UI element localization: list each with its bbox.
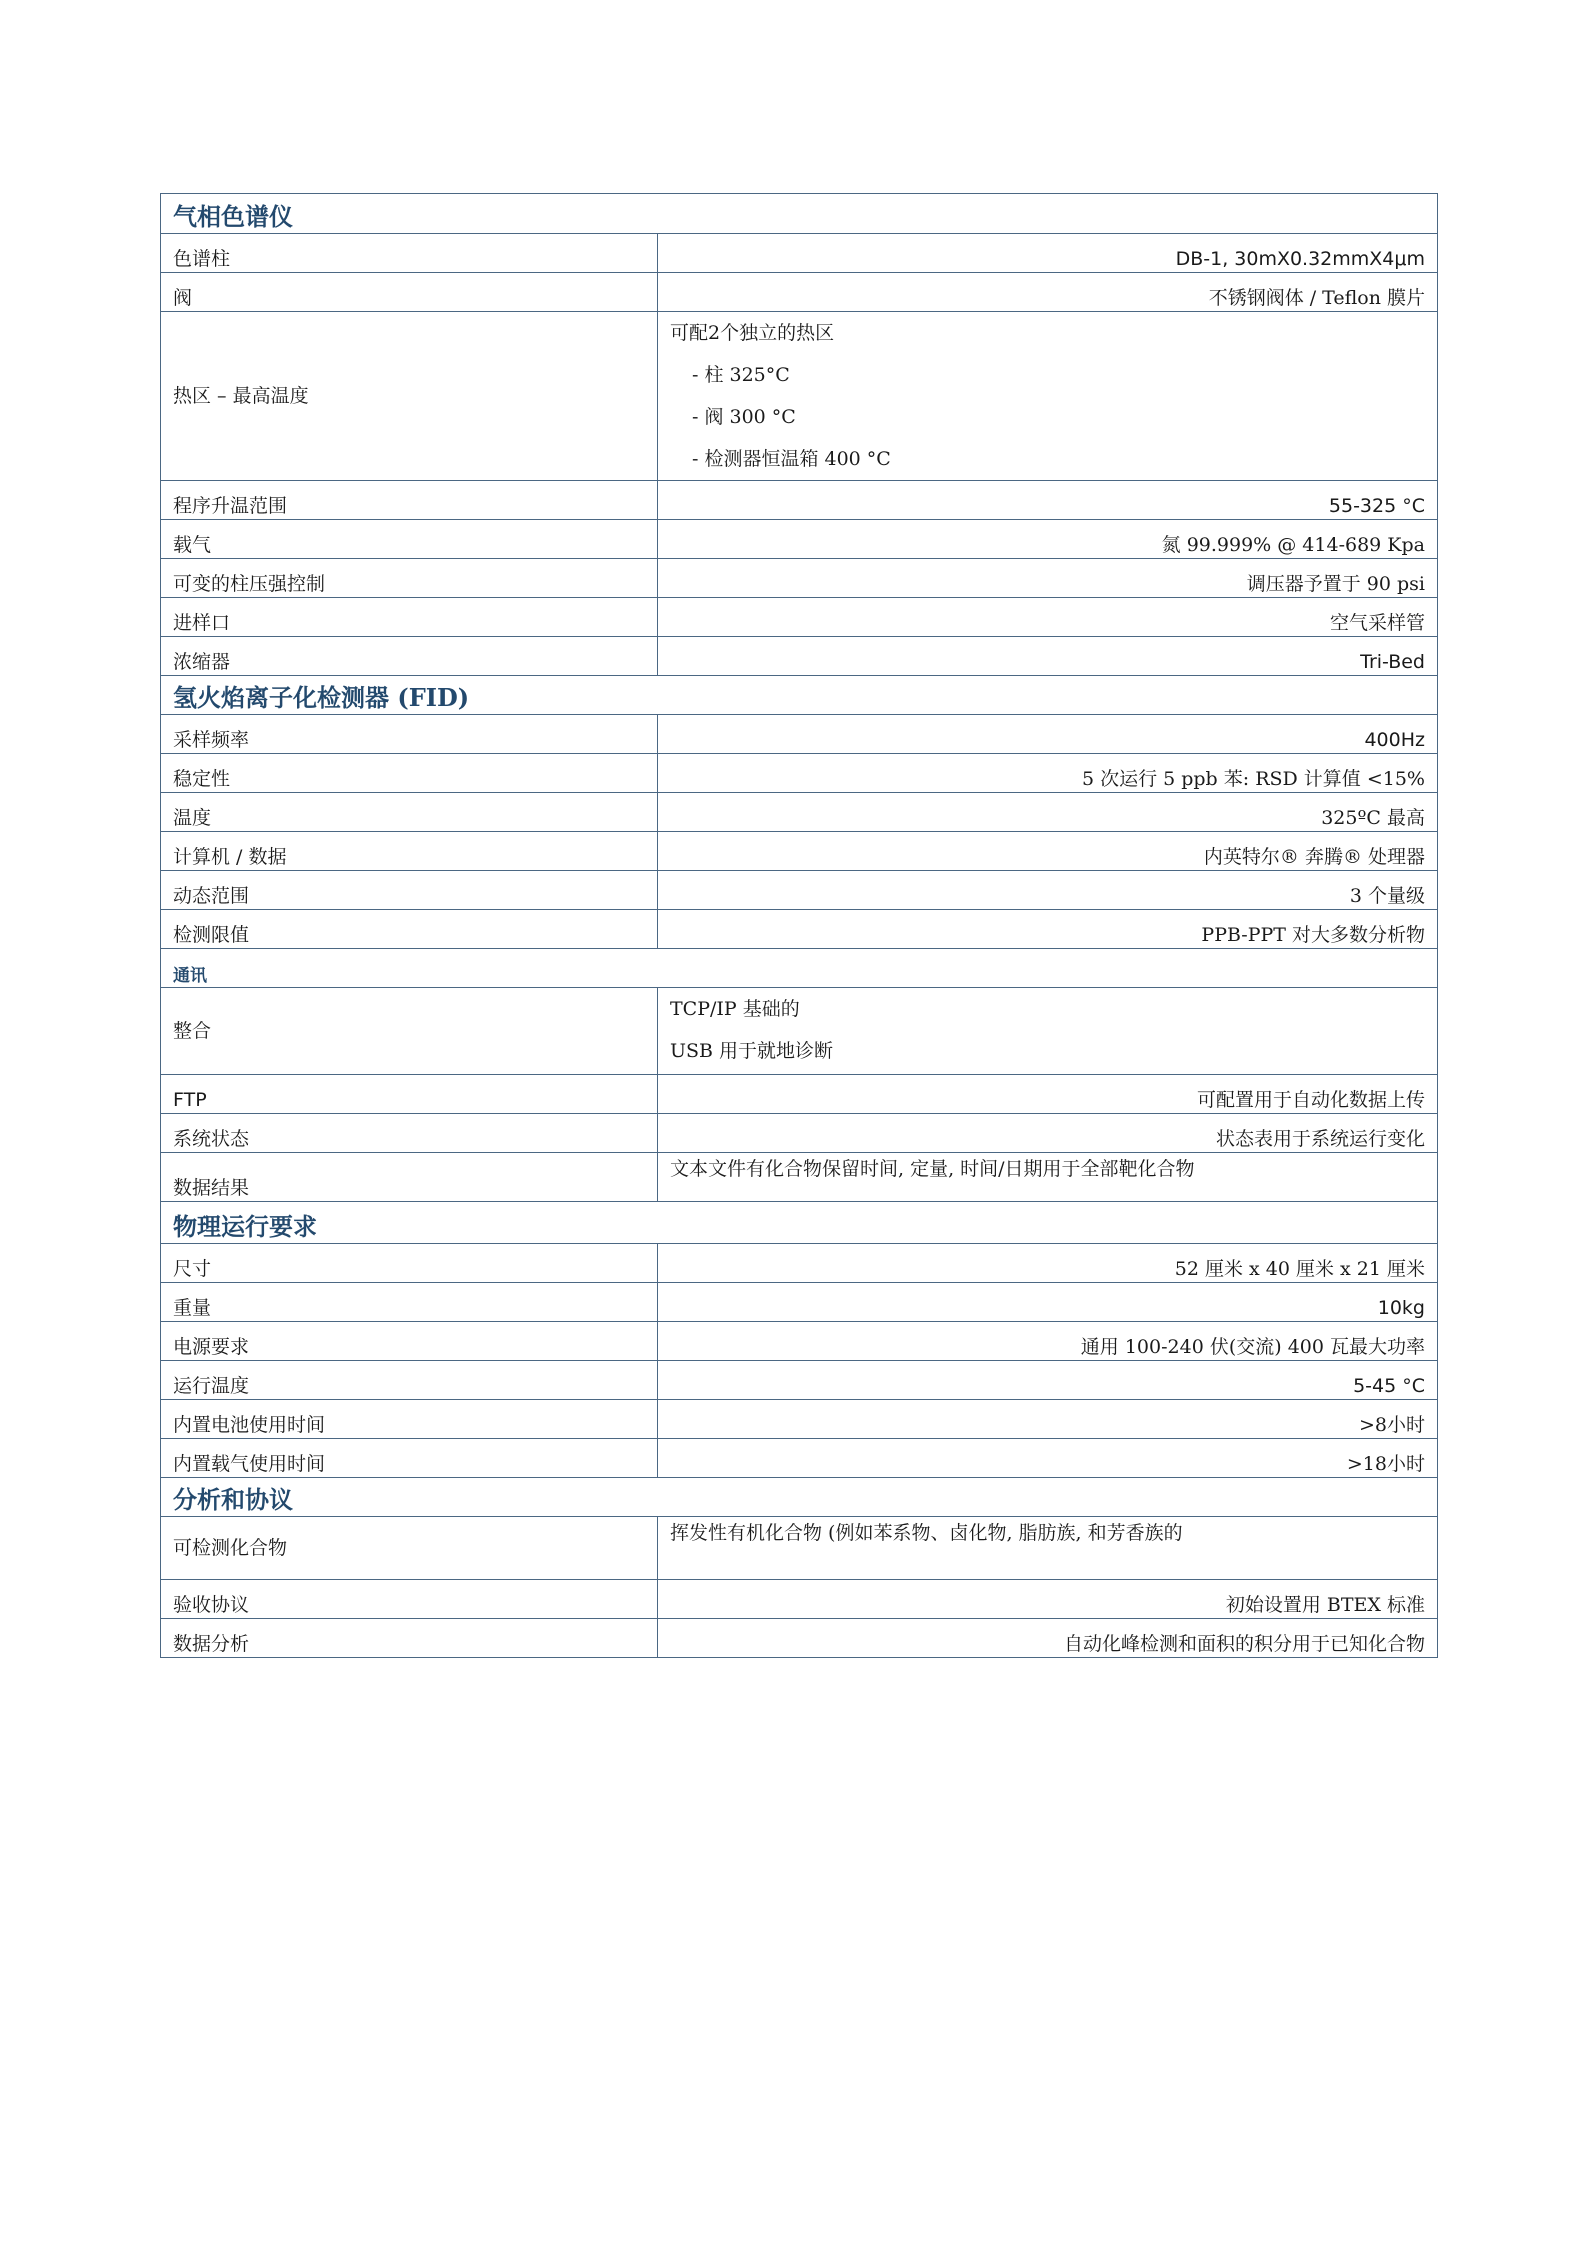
section-header xyxy=(160,949,1438,988)
table-row xyxy=(160,1400,1438,1439)
table-row xyxy=(160,273,1438,312)
row-value: 自动化峰检测和面积的积分用于已知化合物 xyxy=(1063,1633,1425,1656)
row-label: 温度 xyxy=(161,793,658,831)
row-label: 程序升温范围 xyxy=(161,481,658,519)
row-value: 通用 100-240 伏(交流) 400 瓦最大功率 xyxy=(1080,1336,1425,1359)
table-row xyxy=(160,1580,1438,1619)
row-value: 挥发性有机化合物 (例如苯系物、卤化物, 脂肪族, 和芳香族的 xyxy=(670,1522,1183,1544)
table-row xyxy=(160,481,1438,520)
row-label: 热区 – 最高温度 xyxy=(161,312,658,480)
value-line: TCP/IP 基础的 xyxy=(670,997,800,1020)
row-value: 400Hz xyxy=(1364,729,1425,752)
row-label: 运行温度 xyxy=(161,1361,658,1399)
spec-table xyxy=(160,193,1438,1658)
table-row xyxy=(160,559,1438,598)
row-value: >18小时 xyxy=(1346,1453,1425,1476)
row-label: 内置载气使用时间 xyxy=(161,1439,658,1477)
section-title: 气相色谱仪 xyxy=(173,202,293,231)
table-row xyxy=(160,715,1438,754)
row-value: PPB-PPT 对大多数分析物 xyxy=(1201,924,1425,947)
section-header xyxy=(160,1202,1438,1244)
table-row xyxy=(160,1439,1438,1478)
value-line: - 阀 300 °C xyxy=(692,405,796,428)
row-value: 状态表用于系统运行变化 xyxy=(1215,1128,1425,1151)
table-row xyxy=(160,1114,1438,1153)
table-row xyxy=(160,1244,1438,1283)
row-label: 动态范围 xyxy=(161,871,658,909)
row-value: 3 个量级 xyxy=(1349,885,1425,908)
table-row xyxy=(160,1361,1438,1400)
table-row xyxy=(160,1153,1438,1202)
table-row xyxy=(160,754,1438,793)
row-value: 10kg xyxy=(1377,1297,1425,1320)
table-row xyxy=(160,871,1438,910)
row-label: 浓缩器 xyxy=(161,637,658,675)
table-row xyxy=(160,832,1438,871)
row-value xyxy=(658,312,1437,480)
row-value: >8小时 xyxy=(1358,1414,1425,1437)
row-label: 色谱柱 xyxy=(161,234,658,272)
table-row xyxy=(160,520,1438,559)
row-label: 验收协议 xyxy=(161,1580,658,1618)
table-row xyxy=(160,1619,1438,1658)
table-row xyxy=(160,234,1438,273)
row-label: 内置电池使用时间 xyxy=(161,1400,658,1438)
row-value: 325ºC 最高 xyxy=(1321,807,1425,830)
row-value: 5-45 °C xyxy=(1353,1375,1425,1398)
table-row xyxy=(160,637,1438,676)
section-header xyxy=(160,1478,1438,1517)
row-label: 采样频率 xyxy=(161,715,658,753)
row-value: 可配置用于自动化数据上传 xyxy=(1196,1089,1425,1112)
row-label: 计算机 / 数据 xyxy=(161,832,658,870)
section-title: 通讯 xyxy=(173,966,207,986)
row-value: DB-1, 30mX0.32mmX4μm xyxy=(1175,248,1425,271)
row-value: 初始设置用 BTEX 标准 xyxy=(1225,1594,1425,1617)
row-label: 可变的柱压强控制 xyxy=(161,559,658,597)
row-value: 文本文件有化合物保留时间, 定量, 时间/日期用于全部靶化合物 xyxy=(670,1158,1195,1180)
value-line: - 检测器恒温箱 400 °C xyxy=(692,447,891,470)
row-label: 检测限值 xyxy=(161,910,658,948)
row-label: FTP xyxy=(161,1075,658,1113)
table-row xyxy=(160,988,1438,1075)
value-line: - 柱 325°C xyxy=(692,363,790,386)
row-label: 尺寸 xyxy=(161,1244,658,1282)
row-label: 稳定性 xyxy=(161,754,658,792)
section-title: 物理运行要求 xyxy=(173,1212,317,1241)
row-value: 氮 99.999% @ 414-689 Kpa xyxy=(1161,534,1425,557)
section-title: 氢火焰离子化检测器 (FID) xyxy=(173,683,470,712)
row-value: 52 厘米 x 40 厘米 x 21 厘米 xyxy=(1174,1258,1425,1281)
row-value: 内英特尔® 奔腾® 处理器 xyxy=(1203,846,1425,869)
table-row xyxy=(160,910,1438,949)
row-label: 电源要求 xyxy=(161,1322,658,1360)
table-row xyxy=(160,312,1438,481)
row-label: 重量 xyxy=(161,1283,658,1321)
row-label: 阀 xyxy=(161,273,658,311)
row-value: 调压器予置于 90 psi xyxy=(1246,573,1425,596)
table-row xyxy=(160,1075,1438,1114)
row-value: 5 次运行 5 ppb 苯: RSD 计算值 <15% xyxy=(1081,768,1425,791)
table-row xyxy=(160,1322,1438,1361)
section-header xyxy=(160,676,1438,715)
table-row xyxy=(160,598,1438,637)
section-header xyxy=(160,193,1438,234)
row-value: Tri-Bed xyxy=(1360,651,1425,674)
value-line: USB 用于就地诊断 xyxy=(670,1039,834,1062)
row-value: 空气采样管 xyxy=(1329,612,1425,635)
row-value: 55-325 °C xyxy=(1328,495,1425,518)
row-label: 整合 xyxy=(161,988,658,1074)
row-label: 可检测化合物 xyxy=(161,1517,658,1579)
row-label: 载气 xyxy=(161,520,658,558)
row-label: 数据结果 xyxy=(161,1153,658,1201)
row-value xyxy=(658,988,1437,1074)
table-row xyxy=(160,1283,1438,1322)
table-row xyxy=(160,793,1438,832)
table-row xyxy=(160,1517,1438,1580)
value-line: 可配2个独立的热区 xyxy=(670,321,835,344)
row-value: 不锈钢阀体 / Teflon 膜片 xyxy=(1208,287,1425,310)
section-title: 分析和协议 xyxy=(173,1485,293,1514)
row-label: 系统状态 xyxy=(161,1114,658,1152)
row-label: 数据分析 xyxy=(161,1619,658,1657)
row-label: 进样口 xyxy=(161,598,658,636)
